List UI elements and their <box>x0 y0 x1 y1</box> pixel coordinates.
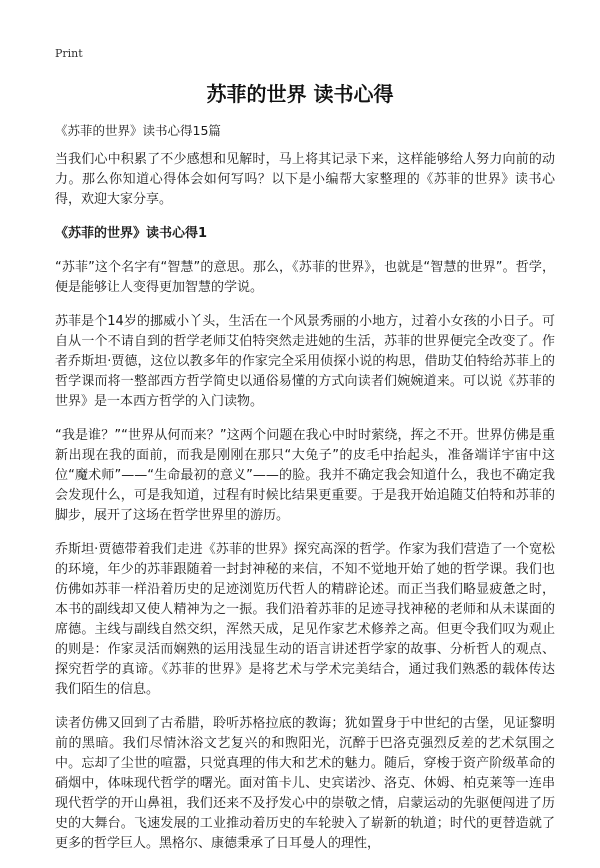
body-paragraph: 乔斯坦·贾德带着我们走进《苏菲的世界》探究高深的哲学。作家为我们营造了一个宽松的环境，年少的苏菲跟随着一封封神秘的来信，不知不觉地开始了她的哲学课。我们也仿佛如苏菲一样沿着历史的足迹浏览历代哲人的精辟论述。而正当我们略显疲惫之时，本书的副线却又使人精神为之一振。我们沿着苏菲的足迹寻找神秘的老师和从未谋面的席德。主线与副线自然交织，浑然天成，足见作家艺术修养之高。但更令我们叹为观止的则是：作家灵活而娴熟的运用浅显生动的语言讲述哲学家的故事、分析哲人的观点、探究哲学的真谛。《苏菲的世界》是将艺术与学术完美结合，通过我们熟悉的载体传达我们陌生的信息。 <box>55 542 555 697</box>
body-paragraph: “我是谁？”“世界从何而来？”这两个问题在我心中时时萦绕，挥之不开。世界仿佛是重新出现在我的面前，而我是刚刚在那只“大兔子”的皮毛中抬起头，准备端详宇宙中这位“魔术师”——“生命最初的意义”——的脸。我并不确定我会知道什么，我也不确定我会发现什么，可是我知道，过程有时候比结果更重要。于是我开始追随艾伯特和苏菲的脚步，展开了这场在哲学世界里的游历。 <box>55 428 555 523</box>
document-body <box>55 150 555 868</box>
body-paragraph: “苏菲”这个名字有“智慧”的意思。那么，《苏菲的世界》，也就是“智慧的世界”。哲学，便是能够让人变得更加智慧的学说。 <box>55 260 555 295</box>
body-paragraph: 苏菲是个14岁的挪威小丫头，生活在一个风景秀丽的小地方，过着小女孩的小日子。可自从一个不请自到的哲学老师艾伯特突然走进她的生活，苏菲的世界便完全改变了。作者乔斯坦·贾德，这位以教多年的作家完全采用侦探小说的构思，借助艾伯特给苏菲上的哲学课而将一整部西方哲学简史以通俗易懂的方式向读者们婉婉道来。可以说《苏菲的世界》是一本西方哲学的入门读物。 <box>55 314 555 409</box>
print-label[interactable]: Print <box>55 47 83 60</box>
intro-paragraph: 当我们心中积累了不少感想和见解时，马上将其记录下来，这样能够给人努力向前的动力。那么你知道心得体会如何写吗？以下是小编帮大家整理的《苏菲的世界》读书心得，欢迎大家分享。 <box>55 152 555 207</box>
document-title: 苏菲的世界 读书心得 <box>206 82 394 106</box>
document-subtitle: 《苏菲的世界》读书心得15篇 <box>55 123 221 138</box>
section-heading: 《苏菲的世界》读书心得1 <box>55 226 208 241</box>
body-paragraph: 读者仿佛又回到了古希腊，聆听苏格拉底的教诲；犹如置身于中世纪的古堡，见证黎明前的黑暗。我们尽情沐浴文艺复兴的和煦阳光，沉醉于巴洛克强烈反差的艺术氛围之中。忘却了尘世的喧嚣，只觉真理的伟大和艺术的魅力。随后，穿梭于资产阶级革命的硝烟中，体味现代哲学的曙光。面对笛卡儿、史宾诺沙、洛克、休姆、柏克莱等一连串现代哲学的开山鼻祖，我们还来不及抒发心中的崇敬之情，启蒙运动的先驱便闯进了历史的大舞台。飞速发展的工业推动着历史的车轮驶入了崭新的轨道；时代的更替造就了更多的哲学巨人。黑格尔、康德秉承了日耳曼人的理性， <box>55 716 555 851</box>
